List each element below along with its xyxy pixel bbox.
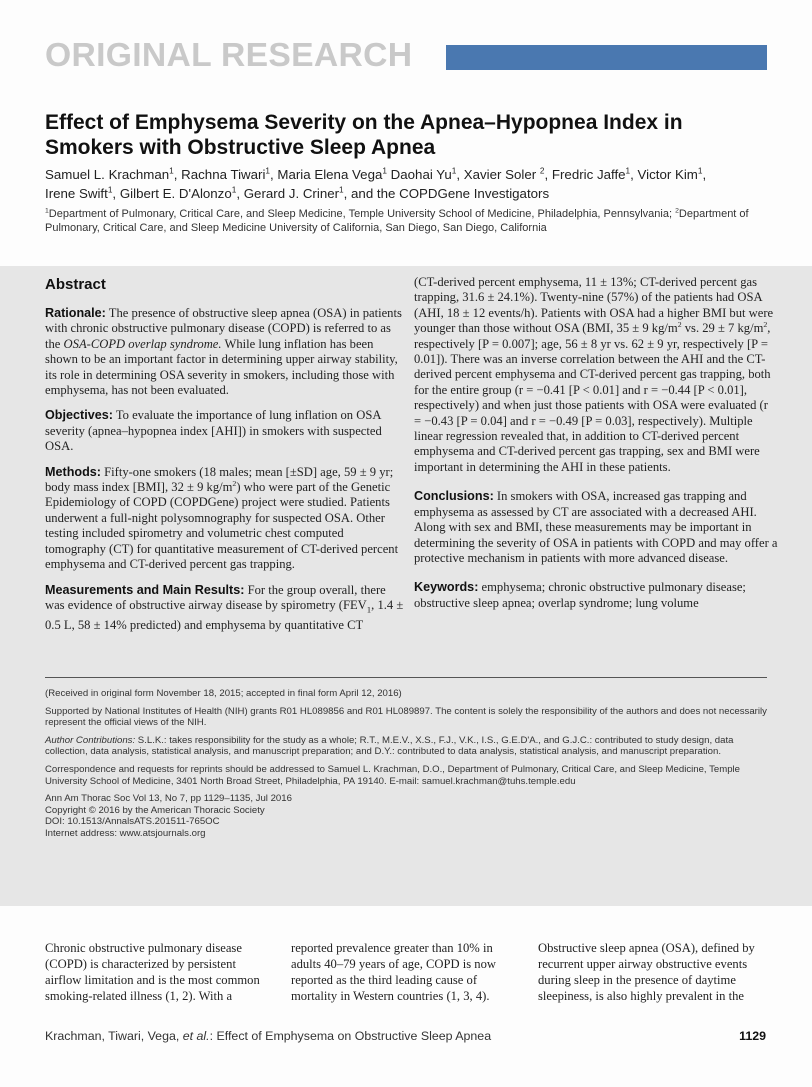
abstract-objectives [45, 408, 407, 454]
footer-title: : Effect of Emphysema on Obstructive Sleep Apnea [209, 1029, 492, 1043]
superscript: 2 [677, 320, 682, 330]
keywords-label: Keywords: [414, 580, 479, 595]
funding-statement: Supported by National Institutes of Health (NIH) grants R01 HL089856 and R01 HL089897. The content is solely the responsibility of the authors and does not necessarily represent the official views of the NIH. [45, 705, 767, 729]
citation-block [45, 793, 770, 839]
methods-text-cont: ) who were part of the Genetic Epidemiology of COPD (COPDGene) project were studied. Patients underwent a full-night polysomnography for suspected OSA. Other testing included spirometry and volumetric chest computed tomography (CT) for quantitative measurement of CT-derived percent emphysema and CT-derived percent gas trapping. [45, 480, 399, 572]
author-affiliation-marker: 2 [539, 166, 545, 176]
results-label: Measurements and Main Results: [45, 582, 245, 597]
author-affiliation-marker: 1 [382, 166, 387, 176]
contributions-text: S.L.K.: takes responsibility for the study as a whole; R.T., M.E.V., X.S., F.J., V.K., I.S., G.E.D'A., and G.J.C.: contributed to study design, data collection, data analysis, statistical analysis, and manuscript preparation; and D.Y.: contributed to data analysis, statistical analysis, and manuscript preparation. [45, 734, 734, 758]
conclusions-text: In smokers with OSA, increased gas trapping and emphysema as assessed by CT are associated with a decreased AHI. Along with sex and BMI, these measurements may be important in determining the severity of OSA in patients with COPD and may offer a protective mechanism in patients with more advanced disease. [414, 489, 778, 565]
contributions-label: Author Contributions: [45, 734, 136, 746]
author-affiliation-marker: 1 [339, 185, 344, 195]
abstract-results [45, 583, 407, 634]
author-name: Irene Swift [45, 186, 108, 201]
author-name: Daohai Yu [390, 167, 452, 182]
doi: DOI: 10.1513/AnnalsATS.201511-765OC [45, 816, 220, 828]
journal-citation: Ann Am Thorac Soc Vol 13, No 7, pp 1129–1135, Jul 2016 [45, 793, 292, 805]
section-accent-bar [446, 45, 767, 70]
author-group: and the COPDGene Investigators [351, 186, 550, 201]
abstract-column-right [414, 275, 778, 621]
correspondence: Correspondence and requests for reprints should be addressed to Samuel L. Krachman, D.O., Department of Pulmonary, Critical Care, and Sleep Medicine, Temple University School of Medicine, 3401 North Broad Street, Philadelphia, PA 19140. E-mail: samuel.krachman@tuhs.temple.edu [45, 763, 741, 787]
footnote-divider [45, 677, 767, 678]
author-affiliation-marker: 1 [107, 185, 113, 195]
author-affiliation-marker: 1 [265, 166, 270, 176]
author-name: Rachna Tiwari [181, 167, 266, 182]
author-affiliation-marker: 1 [231, 185, 237, 195]
running-footer [45, 1029, 491, 1043]
author-affiliation-marker: 1 [169, 166, 174, 176]
results-text: For the group overall, there was evidence of obstructive airway disease by spirometry (FEV [45, 582, 386, 612]
objectives-text: To evaluate the importance of lung inflation on OSA severity (apnea–hypopnea index [AHI]) in smokers with suspected OSA. [45, 408, 382, 454]
conclusions-label: Conclusions: [414, 489, 494, 504]
author-name: Samuel L. Krachman [45, 167, 170, 182]
results-continued-text: (CT-derived percent emphysema, 11 ± 13%; CT-derived percent gas trapping, 31.6 ± 24.1%). Twenty-nine (57%) of the patients had OSA (AHI, 18 ± 12 events/h). Patients with OSA had a higher BMI but were younger than those without OSA (BMI, 35 ± 9 kg/m [414, 275, 774, 336]
author-list: Samuel L. Krachman$^1$, Rachna Tiwari$^1$, Maria Elena Vega$^1$ Daohai Yu$^1$, Xavier Soler $^2$, Fredric Jaffe$^1$, Victor Kim$^1$, Irene Swift$^1$, Gilbert E. D'Alonzo$^1$, Gerard J. Criner$^1$, and the COPDGene Investigators [45, 166, 707, 201]
author-affiliation-marker: 1 [697, 166, 703, 176]
body-column-2: reported prevalence greater than 10% in adults 40–79 years of age, COPD is now reported as the third leading cause of mortality in Western countries (1, 3, 4). [291, 941, 496, 1003]
author-name: Fredric Jaffe [551, 167, 626, 182]
section-label: ORIGINAL RESEARCH [45, 36, 413, 73]
abstract-conclusions [414, 489, 778, 566]
affiliations [45, 208, 785, 235]
rationale-italic: OSA-COPD overlap syndrome. [63, 336, 222, 351]
body-column-1: Chronic obstructive pulmonary disease (COPD) is characterized by persistent airflow limitation and is the most common smoking-related illness (1, 2). With a [45, 941, 260, 1003]
abstract-keywords [414, 580, 778, 611]
abstract-methods [45, 465, 407, 573]
abstract-heading: Abstract [45, 276, 106, 293]
rationale-text: The presence of obstructive sleep apnea (OSA) in patients with chronic obstructive pulmonary disease (COPD) is referred to as the [45, 306, 402, 351]
results-continued-text: , respectively [P = 0.007]; age, 56 ± 8 yr vs. 62 ± 9 yr, respectively [P = 0.01]). There was an inverse correlation between the AHI and the CT-derived percent emphysema and CT-derived percent gas trapping, both for the entire group (r = −0.41 [P < 0.01] and r = −0.44 [P < 0.01], respectively) and when just those patients with OSA were evaluated (r = −0.43 [P = 0.04] and r = −0.49 [P = 0.03], respectively). Multiple linear regression revealed that, in addition to CT-derived percent emphysema and CT-derived percent gas trapping, sex and BMI were important in determining the AHI in these patients. [414, 321, 771, 474]
footnotes [45, 688, 770, 840]
rationale-label: Rationale: [45, 306, 106, 320]
page-number: 1129 [739, 1029, 766, 1043]
methods-text: Fifty-one smokers (18 males; mean [±SD] age, 59 ± 9 yr; body mass index [BMI], 32 ± 9 kg/m [45, 464, 394, 495]
rationale-text-cont: While lung inflation has been shown to be an important factor in determining upper airway stability, its role in determining OSA severity in smokers, including those with emphysema, has not been evaluated. [45, 336, 398, 398]
keywords-text: emphysema; chronic obstructive pulmonary disease; obstructive sleep apnea; overlap syndrome; lung volume [414, 580, 746, 610]
abstract-results-continued [414, 275, 778, 475]
affiliation-text: Department of Pulmonary, Critical Care, and Sleep Medicine, Temple University School of Medicine, Philadelphia, Pennsylvania; [48, 208, 676, 220]
results-text-cont: , 1.4 ± 0.5 L, 58 ± 14% predicted) and emphysema by quantitative CT [45, 597, 404, 632]
methods-label: Methods: [45, 464, 101, 479]
received-dates: (Received in original form November 18, 2015; accepted in final form April 12, 2016) [45, 688, 402, 699]
author-name: Xavier Soler [463, 167, 540, 182]
body-column-3: Obstructive sleep apnea (OSA), defined by recurrent upper airway obstructive events during sleep in the presence of daytime sleepiness, is also highly prevalent in the [538, 941, 755, 1003]
author-name: Gerard J. Criner [243, 186, 340, 201]
author-contributions [45, 735, 770, 758]
subscript: 1 [366, 604, 372, 615]
results-continued-text: vs. 29 ± 7 kg/m [681, 321, 764, 336]
superscript: 2 [232, 478, 237, 488]
affiliation-text: Department of Pulmonary, Critical Care, and Sleep Medicine University of California, San Diego, San Diego, California [45, 208, 749, 234]
author-affiliation-marker: 1 [625, 166, 631, 176]
author-name: Victor Kim [637, 167, 698, 182]
article-title: Effect of Emphysema Severity on the Apnea–Hypopnea Index in Smokers with Obstructive Sleep Apnea [45, 111, 683, 159]
footer-authors: Krachman, Tiwari, Vega, [45, 1029, 183, 1043]
abstract-column-left [45, 306, 407, 643]
footer-etal: et al. [182, 1029, 210, 1043]
author-affiliation-marker: 1 [451, 166, 457, 176]
objectives-label: Objectives: [45, 408, 113, 423]
affiliation-marker: 1 [45, 207, 49, 215]
author-name: Gilbert E. D'Alonzo [119, 186, 232, 201]
author-name: Maria Elena Vega [277, 167, 383, 182]
superscript: 2 [763, 320, 768, 330]
copyright: Copyright © 2016 by the American Thoracic Society [45, 804, 265, 816]
internet-address[interactable]: Internet address: www.atsjournals.org [45, 827, 206, 839]
abstract-rationale [45, 306, 407, 398]
affiliation-marker: 2 [675, 207, 679, 215]
